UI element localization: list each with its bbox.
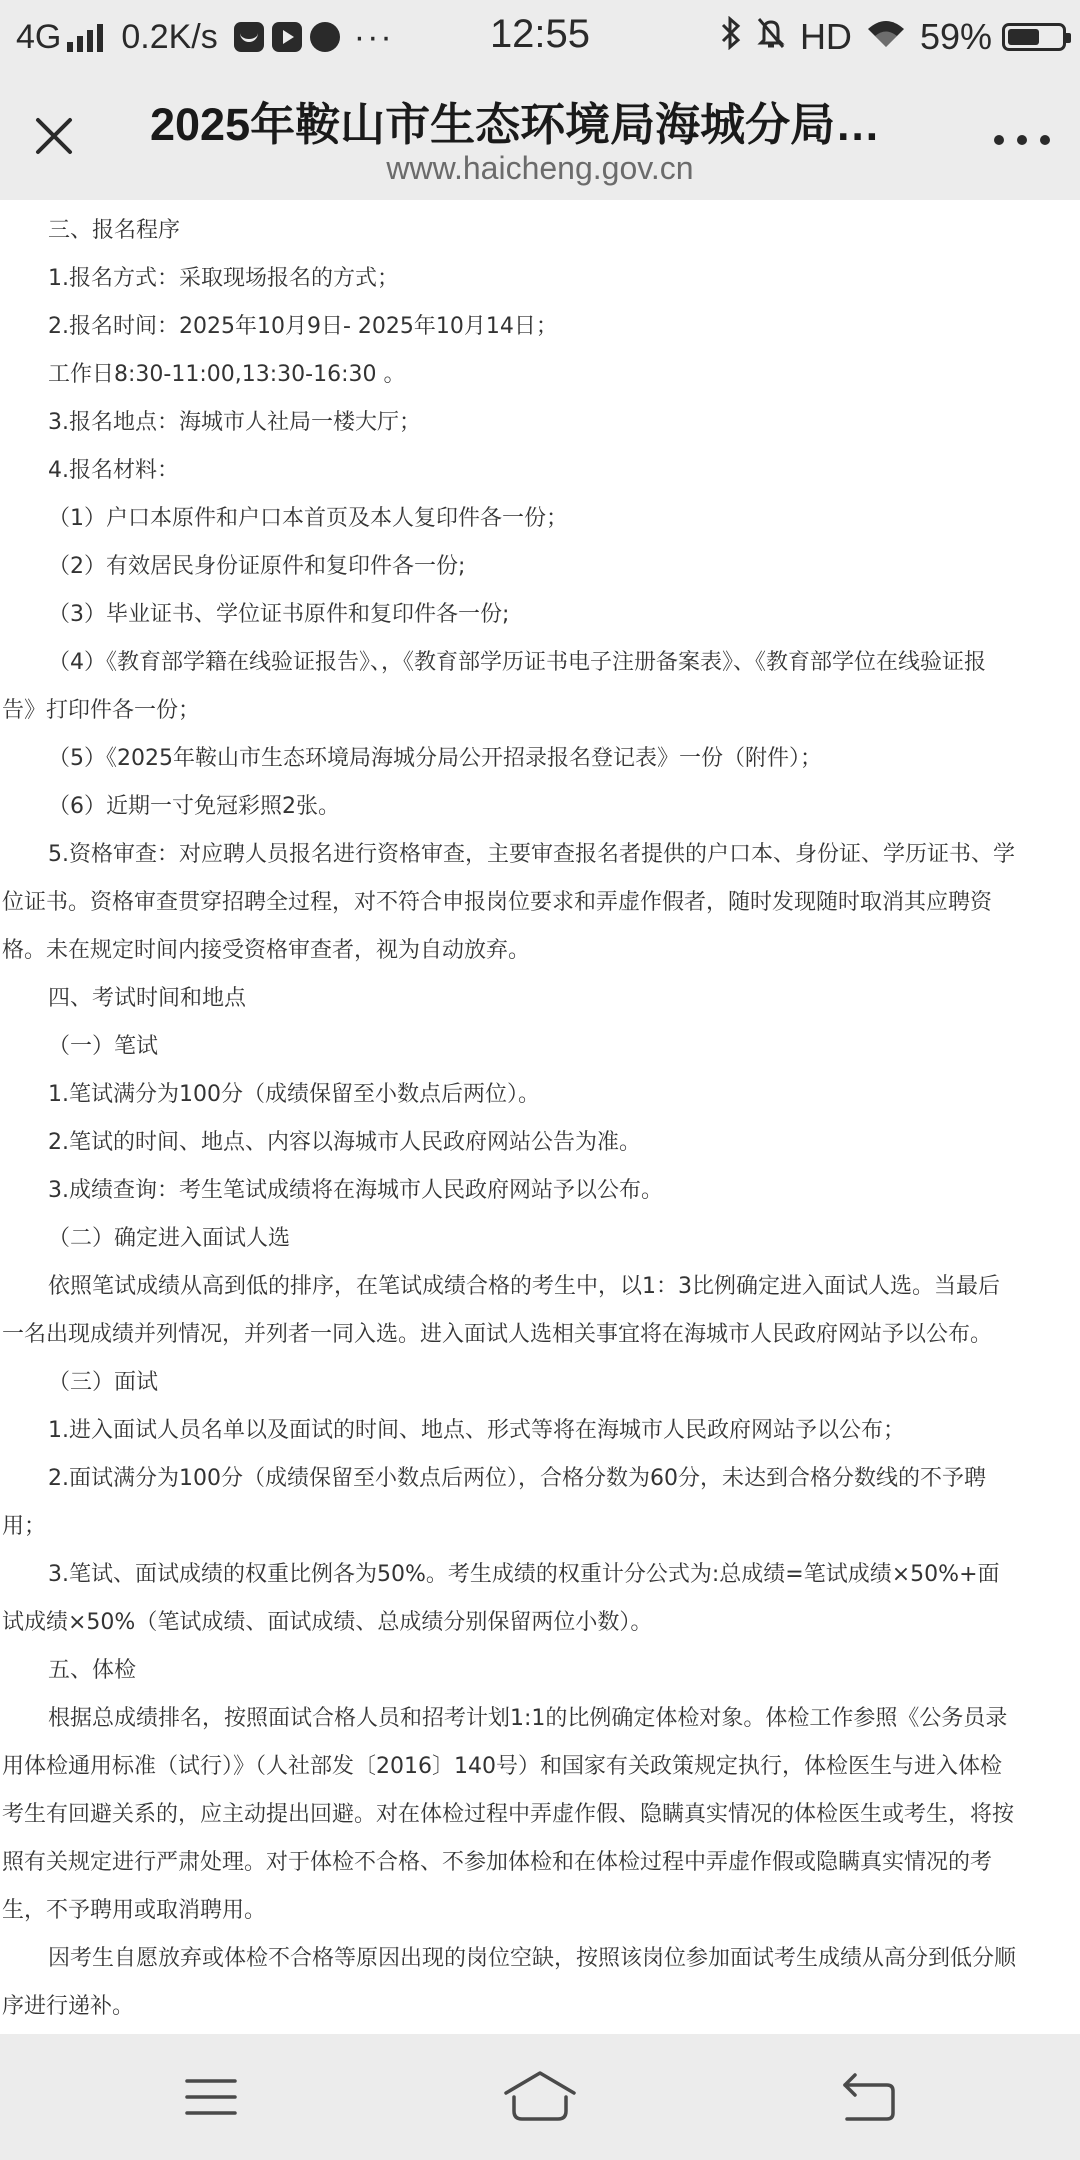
article-paragraph: 4.报名材料： [48,458,179,483]
article-paragraph: 2.面试满分为100分（成绩保留至小数点后两位），合格分数为60分，未达到合格分数线的不予聘用； [2,1466,986,1539]
article-paragraph: 依照笔试成绩从高到低的排序，在笔试成绩合格的考生中，以1：3比例确定进入面试人选。当最后一名出现成绩并列情况，并列者一同入选。进入面试人选相关事宜将在海城市人民政府网站予以公布。 [2,1274,1000,1347]
menu-icon [183,2073,239,2121]
subsection-heading: （二）确定进入面试人选 [48,1226,291,1251]
article-paragraph: 1.笔试满分为100分（成绩保留至小数点后两位）。 [48,1082,540,1107]
article-paragraph: 3.成绩查询：考生笔试成绩将在海城市人民政府网站予以公布。 [48,1178,663,1203]
article-paragraph: （3）毕业证书、学位证书原件和复印件各一份; [48,602,510,627]
battery-icon [1002,23,1066,51]
article-content[interactable] [0,200,1080,2034]
article-paragraph: 因考生自愿放弃或体检不合格等原因出现的岗位空缺，按照该岗位参加面试考生成绩从高分到低分顺序进行递补。 [2,1946,1017,2019]
more-icon [994,135,1004,145]
page-title: 2025年鞍山市生态环境局海城分局… [150,99,881,150]
back-icon [839,2071,899,2123]
page-url[interactable]: www.haicheng.gov.cn [386,150,694,186]
navigation-bar [0,2034,1080,2160]
section-heading: 五、体检 [48,1658,137,1683]
article-paragraph: 1.进入面试人员名单以及面试的时间、地点、形式等将在海城市人民政府网站予以公布； [48,1418,905,1443]
mute-bell-icon [756,16,786,59]
network-type: 4G [16,17,62,56]
article-paragraph: （5）《2025年鞍山市生态环境局海城分局公开招录报名登记表》一份（附件）； [48,746,822,771]
wifi-icon [866,16,906,58]
article-paragraph: 2.笔试的时间、地点、内容以海城市人民政府网站公告为准。 [48,1130,641,1155]
browser-title-bar [0,72,1080,200]
section-heading: 三、报名程序 [48,218,181,243]
bluetooth-icon [720,16,742,59]
article-paragraph: （1）户口本原件和户口本首页及本人复印件各一份； [48,506,568,531]
article-paragraph: 1.报名方式：采取现场报名的方式； [48,266,399,291]
more-options-button[interactable] [994,130,1050,150]
clock: 12:55 [489,12,591,56]
network-speed: 0.2K/s [121,17,218,56]
article-paragraph: 3.报名地点：海城市人社局一楼大厅； [48,410,421,435]
subsection-heading: （一）笔试 [48,1034,159,1059]
article-paragraph: 2.报名时间：2025年10月9日- 2025年10月14日； [48,314,558,339]
article-paragraph: （2）有效居民身份证原件和复印件各一份; [48,554,466,579]
status-bar [0,0,1080,72]
more-notifications-icon: ··· [353,17,394,56]
back-button[interactable] [824,2058,914,2136]
subsection-heading: （三）面试 [48,1370,159,1395]
article-paragraph: 3.笔试、面试成绩的权重比例各为50%。考生成绩的权重计分公式为:总成绩=笔试成绩×50%+面试成绩×50%（笔试成绩、面试成绩、总成绩分别保留两位小数）。 [2,1562,1000,1635]
article-paragraph: 根据总成绩排名，按照面试合格人员和招考计划1:1的比例确定体检对象。体检工作参照《公务员录用体检通用标准（试行）》（人社部发〔2016〕140号）和国家有关政策规定执行，体检医生与进入体检考生有回避关系的，应主动提出回避。对在体检过程中弄虚作假、隐瞒真实情况的体检医生或考生，将按照有关规定进行严肃处理。对于体检不合格、不参加体检和在体检过程中弄虚作假或隐瞒真实情况的考生，不予聘用或取消聘用。 [2,1706,1015,1923]
battery-percent: 59% [919,16,992,57]
article-paragraph: 工作日8:30-11:00,13:30-16:30 。 [48,362,406,387]
menu-button[interactable] [166,2058,256,2136]
section-heading: 四、考试时间和地点 [48,986,247,1011]
article-paragraph: （4）《教育部学籍在线验证报告》、，《教育部学历证书电子注册备案表》、《教育部学位在线验证报告》打印件各一份； [2,650,987,723]
home-button[interactable] [495,2058,585,2136]
hd-indicator: HD [799,16,852,57]
status-right [720,10,1066,64]
article-paragraph: （6）近期一寸免冠彩照2张。 [48,794,340,819]
article-paragraph: 5.资格审查：对应聘人员报名进行资格审查，主要审查报名者提供的户口本、身份证、学历证书、学位证书。资格审查贯穿招聘全过程，对不符合申报岗位要求和弄虚作假者，随时发现随时取消其应聘资格。未在规定时间内接受资格审查者，视为自动放弃。 [2,842,1015,963]
home-icon [502,2069,578,2125]
